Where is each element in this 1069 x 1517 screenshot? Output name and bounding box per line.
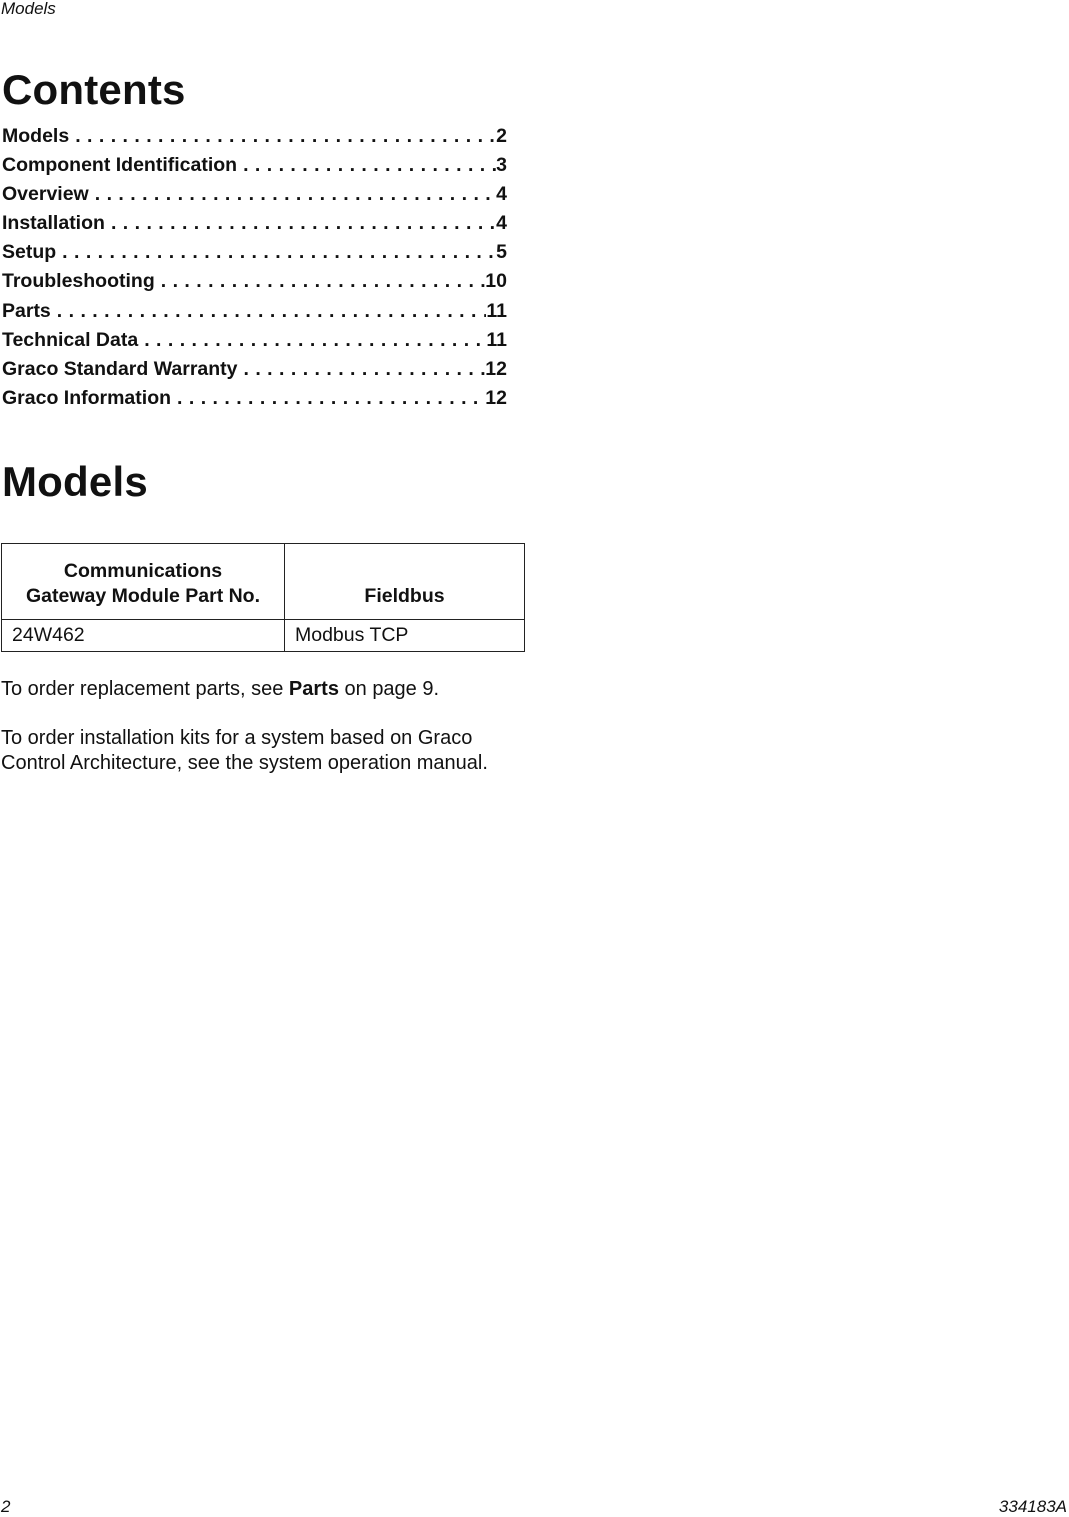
parts-reference-link[interactable]: Parts [288,678,339,700]
column-header-part-no [2,544,285,620]
toc-dot-leader [56,241,496,264]
document-id: 334183A [998,1497,1067,1516]
toc-entry-component-identification[interactable] [2,154,507,183]
toc-entry-page: 11 [486,328,507,351]
toc-dot-leader [155,270,486,293]
toc-dot-leader [69,125,496,148]
toc-entry-title: Component Identification [2,154,238,177]
toc-entry-page: 5 [496,241,507,264]
installation-kits-note: To order installation kits for a system based on Graco Control Architecture, see the system operation manual. [1,727,488,774]
toc-entry-title: Graco Information [2,386,172,409]
replacement-parts-text-after: on page 9. [338,678,440,700]
toc-dot-leader [171,387,485,410]
toc-dot-leader [51,300,487,323]
toc-dot-leader [89,183,496,206]
toc-entry-installation[interactable] [2,212,507,241]
replacement-parts-text-before: To order replacement parts, see [1,678,289,700]
models-section-title: Models [2,458,148,505]
toc-entry-title: Setup [2,241,57,264]
contents-title: Contents [2,66,186,113]
toc-entry-title: Troubleshooting [2,270,155,293]
toc-entry-graco-information[interactable] [2,387,507,416]
toc-dot-leader [238,358,486,381]
toc-entry-models[interactable] [2,125,507,154]
toc-entry-troubleshooting[interactable] [2,270,507,299]
column-header-fieldbus: Fieldbus [285,544,525,620]
toc-entry-title: Parts [2,299,51,322]
table-header-row [2,544,525,620]
cell-part-no: 24W462 [2,620,285,652]
toc-entry-title: Overview [2,183,89,206]
toc-dot-leader [105,212,496,235]
toc-entry-overview[interactable] [2,183,507,212]
models-table [1,543,525,652]
toc-entry-page: 4 [496,212,507,235]
toc-entry-page: 3 [496,154,507,177]
toc-entry-title: Models [2,125,70,147]
toc-entry-technical-data[interactable] [2,329,507,358]
running-header: Models [1,0,56,18]
toc-entry-parts[interactable] [2,300,507,329]
toc-entry-title: Technical Data [2,328,139,351]
toc-entry-page: 12 [485,357,507,380]
toc-entry-page: 10 [485,270,507,293]
cell-fieldbus: Modbus TCP [285,620,525,652]
toc-entry-page: 11 [486,299,507,322]
replacement-parts-note [1,677,521,702]
toc-entry-page: 4 [496,183,507,206]
toc-dot-leader [138,329,486,352]
column-header-part-no-line1: Communications [63,560,223,582]
toc-entry-title: Installation [2,212,105,235]
column-header-part-no-line2: Gateway Module Part No. [25,585,261,607]
toc-entry-graco-standard-warranty[interactable] [2,358,507,387]
toc-entry-setup[interactable] [2,241,507,270]
table-of-contents [2,125,507,416]
toc-entry-page: 2 [496,125,507,147]
toc-dot-leader [237,154,496,177]
toc-entry-page: 12 [485,386,507,409]
table-row [2,620,525,652]
toc-entry-title: Graco Standard Warranty [2,357,238,380]
page-number: 2 [1,1497,11,1516]
